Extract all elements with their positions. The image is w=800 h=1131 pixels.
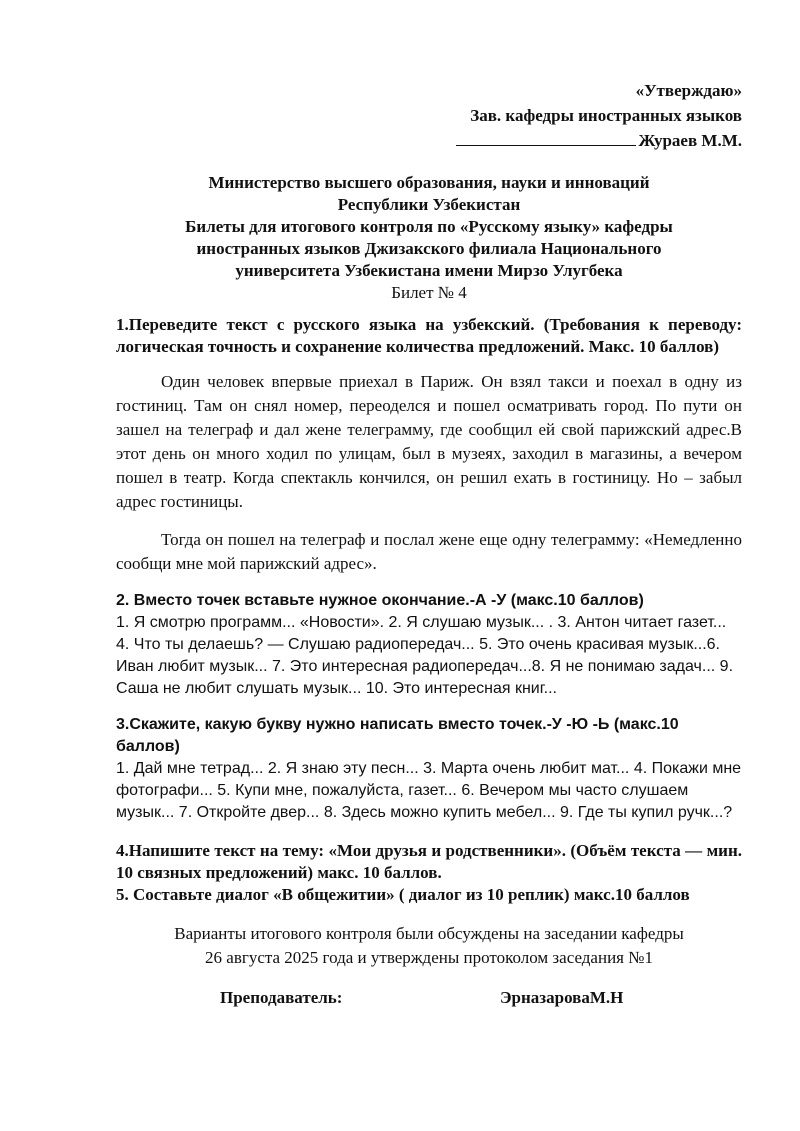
approval-note-line-1: Варианты итогового контроля были обсуждены на заседании кафедры [174, 924, 684, 943]
task-3-body: 1. Дай мне тетрад... 2. Я знаю эту песн... 3. Марта очень любит мат... 4. Покажи мне фотографи... 5. Купи мне, пожалуйста, газет... 6. Вечером мы часто слушаем музык... 7. Откройте двер... 8. Здесь можно купить мебел... 9. Где ты купил ручк...? [116, 760, 742, 821]
header-line-1: Министерство высшего образования, науки и инноваций [208, 173, 650, 192]
task-1-paragraph-2: Тогда он пошел на телеграф и послал жене еще одну телеграмму: «Немедленно сообщи мне мой парижский адрес». [116, 530, 742, 573]
document-page [116, 78, 742, 1012]
approver-name: Жураев М.М. [638, 131, 742, 150]
approval-note-line-2: 26 августа 2025 года и утверждены протоколом заседания №1 [205, 948, 653, 967]
signature-line [456, 129, 636, 146]
teacher-name: ЭрназароваМ.Н [500, 988, 624, 1007]
ticket-number: Билет № 4 [391, 283, 467, 302]
approval-title: «Утверждаю» [635, 81, 742, 100]
task-3-title: 3.Скажите, какую букву нужно написать вместо точек.-У -Ю -Ь (макс.10 баллов) [116, 716, 679, 755]
teacher-label: Преподаватель: [220, 988, 343, 1007]
task-1-title: 1.Переведите текст с русского языка на узбекский. (Требования к переводу: логическая точность и сохранение количества предложений. Макс. 10 баллов) [116, 315, 742, 356]
approval-position: Зав. кафедры иностранных языков [470, 106, 742, 125]
task-3 [116, 714, 742, 824]
header-line-4: иностранных языков Джизакского филиала Национального [196, 239, 662, 258]
header-line-5: университета Узбекистана имени Мирзо Улугбека [235, 261, 623, 280]
task-2 [116, 590, 742, 700]
teacher-signature-row [116, 988, 742, 1012]
task-2-title: 2. Вместо точек вставьте нужное окончание.-А -У (макс.10 баллов) [116, 592, 644, 609]
task-4-title: 4.Напишите текст на тему: «Мои друзья и родственники». (Объём текста — мин. 10 связных предложений) макс. 10 баллов. [116, 841, 742, 882]
task-2-body: 1. Я смотрю программ... «Новости». 2. Я слушаю музык... . 3. Антон читает газет... 4. Что ты делаешь? — Слушаю радиопередач... 5. Это очень красивая музык...6. Иван любит музык... 7. Это интересная радиопередач...8. Я не понимаю задач... 9. Саша не любит слушать музык... 10. Это интересная книг... [116, 614, 734, 697]
approval-block [116, 78, 742, 153]
header-line-3: Билеты для итогового контроля по «Русскому языку» кафедры [185, 217, 673, 236]
task-5-title: 5. Составьте диалог «В общежитии» ( диалог из 10 реплик) макс.10 баллов [116, 885, 690, 904]
approval-signature [116, 128, 742, 153]
document-header [116, 172, 742, 282]
header-line-2: Республики Узбекистан [337, 195, 521, 214]
approval-note [116, 922, 742, 970]
task-1-paragraph-1: Один человек впервые приехал в Париж. Он взял такси и поехал в одну из гостиниц. Там он снял номер, переоделся и пошел осматривать город. По пути он зашел на телеграф и дал жене телеграмму, где сообщил ей свой парижский адрес.В этот день он много ходил по улицам, был в музеях, заходил в магазины, а вечером пошел в театр. Когда спектакль кончился, он решил ехать в гостиницу. Но – забыл адрес гостиницы. [116, 372, 742, 511]
